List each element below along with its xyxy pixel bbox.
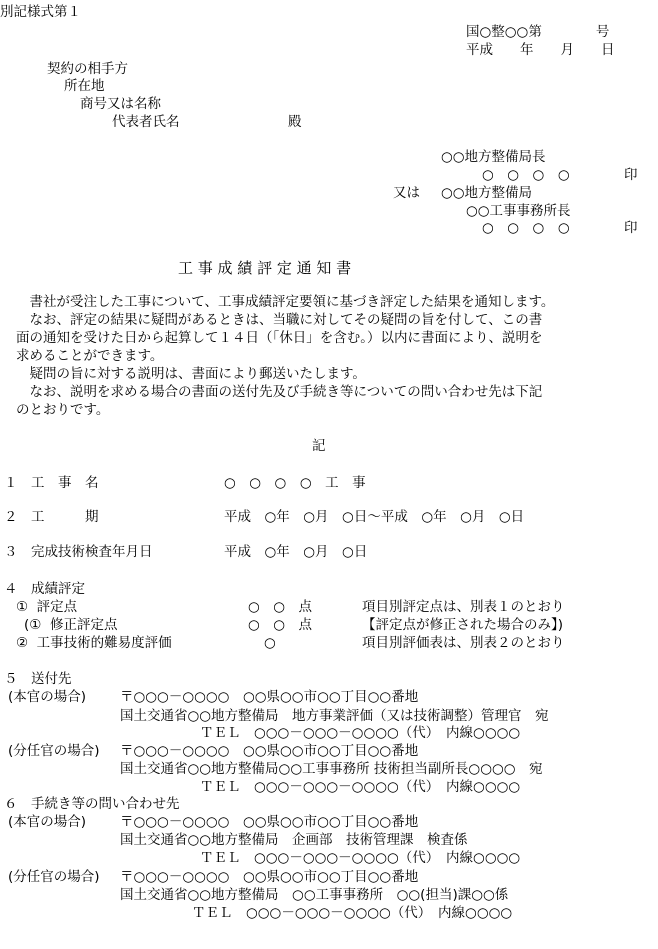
form-label: 別記様式第１ [0, 4, 81, 20]
s5-honkan-address: 〒○○○－○○○○ ○○県○○市○○丁目○○番地 [120, 689, 419, 705]
sender-office-2: ○○地方整備局 [441, 185, 533, 201]
s6-honkan-org: 国土交通省○○地方整備局 企画部 技術管理課 検査係 [120, 832, 468, 848]
sender-office-1: ○○地方整備局長 [441, 149, 546, 165]
seal-mark-1: 印 [624, 167, 638, 183]
company-label: 商号又は名称 [80, 96, 161, 112]
seal-mark-2: 印 [624, 220, 638, 236]
s6-bunin-label: (分任官の場合) [8, 869, 100, 885]
s5-bunin-address: 〒○○○－○○○○ ○○県○○市○○丁目○○番地 [120, 743, 419, 759]
s5-bunin-org: 国土交通省○○地方整備局○○工事事務所 技術担当副所長○○○○ 宛 [120, 761, 543, 777]
revised-score-value: ○ ○ 点 [248, 617, 313, 633]
revised-score-label: (① 修正評定点 [24, 617, 118, 633]
or-label: 又は [393, 185, 420, 201]
item-3-label: ３ 完成技術検査年月日 [4, 544, 153, 560]
body-line-4: 求めることができます。 [16, 348, 164, 364]
difficulty-note: 項目別評価表は、別表２のとおり [362, 635, 565, 651]
s5-honkan-org: 国土交通省○○地方整備局 地方事業評価（又は技術調整）管理官 宛 [120, 708, 549, 724]
body-line-3: 面の通知を受けた日から起算して１４日（「休日」を含む。）以内に書面により、説明を [16, 330, 543, 346]
document-title: 工 事 成 績 評 定 通 知 書 [178, 259, 352, 277]
score-label: ① 評定点 [16, 599, 78, 615]
body-line-5: 疑問の旨に対する説明は、書面により郵送いたします。 [16, 366, 366, 382]
s6-bunin-tel: ＴＥＬ ○○○－○○○－○○○○（代） 内線○○○○ [192, 905, 513, 921]
body-line-6: なお、説明を求める場合の書面の送付先及び手続き等についての問い合わせ先は下記 [16, 384, 543, 400]
address-label: 所在地 [64, 78, 105, 94]
recipient-label: 契約の相手方 [47, 61, 128, 77]
difficulty-label: ② 工事技術的難易度評価 [16, 635, 172, 651]
section-5-label: ５ 送付先 [4, 671, 72, 687]
s5-bunin-tel: ＴＥＬ ○○○－○○○－○○○○（代） 内線○○○○ [200, 779, 521, 795]
issue-date: 平成 年 月 日 [466, 42, 615, 58]
sender-name-1: ○ ○ ○ ○ [482, 167, 570, 183]
difficulty-value: ○ [264, 635, 276, 651]
section-6-label: ６ 手続き等の問い合わせ先 [4, 796, 180, 812]
score-value: ○ ○ 点 [248, 599, 313, 615]
item-3-value: 平成 ○年 ○月 ○日 [224, 544, 368, 560]
body-line-2: なお、評定の結果に疑問があるときは、当職に対してその疑問の旨を付して、この書 [16, 312, 543, 328]
s5-honkan-tel: ＴＥＬ ○○○－○○○－○○○○（代） 内線○○○○ [200, 725, 521, 741]
s6-bunin-address: 〒○○○－○○○○ ○○県○○市○○丁目○○番地 [120, 869, 419, 885]
item-1-label: １ 工 事 名 [4, 475, 99, 491]
sender-office-2b: ○○工事事務所長 [466, 203, 571, 219]
body-line-1: 書社が受注した工事について、工事成績評定要領に基づき評定した結果を通知します。 [16, 294, 555, 310]
s6-honkan-tel: ＴＥＬ ○○○－○○○－○○○○（代） 内線○○○○ [200, 850, 521, 866]
sender-name-2: ○ ○ ○ ○ [482, 220, 570, 236]
s5-bunin-label: (分任官の場合) [8, 743, 100, 759]
item-4-label: ４ 成績評定 [4, 581, 85, 597]
s6-honkan-label: (本官の場合) [8, 814, 87, 830]
item-2-label: ２ 工 期 [4, 509, 99, 525]
honorific: 殿 [288, 114, 302, 130]
document-number: 国○整○○第 号 [466, 24, 610, 40]
s5-honkan-label: (本官の場合) [8, 689, 87, 705]
score-note: 項目別評定点は、別表１のとおり [362, 599, 565, 615]
ki-heading: 記 [312, 438, 326, 454]
item-1-value: ○ ○ ○ ○ 工 事 [224, 475, 366, 491]
body-line-7: のとおりです。 [16, 402, 110, 418]
s6-honkan-address: 〒○○○－○○○○ ○○県○○市○○丁目○○番地 [120, 814, 419, 830]
s6-bunin-org: 国土交通省○○地方整備局 ○○工事事務所 ○○(担当)課○○係 [120, 887, 509, 903]
revised-score-note: 【評定点が修正された場合のみ】) [362, 617, 564, 633]
representative-label: 代表者氏名 [112, 114, 180, 130]
item-2-value: 平成 ○年 ○月 ○日～平成 ○年 ○月 ○日 [224, 509, 525, 525]
